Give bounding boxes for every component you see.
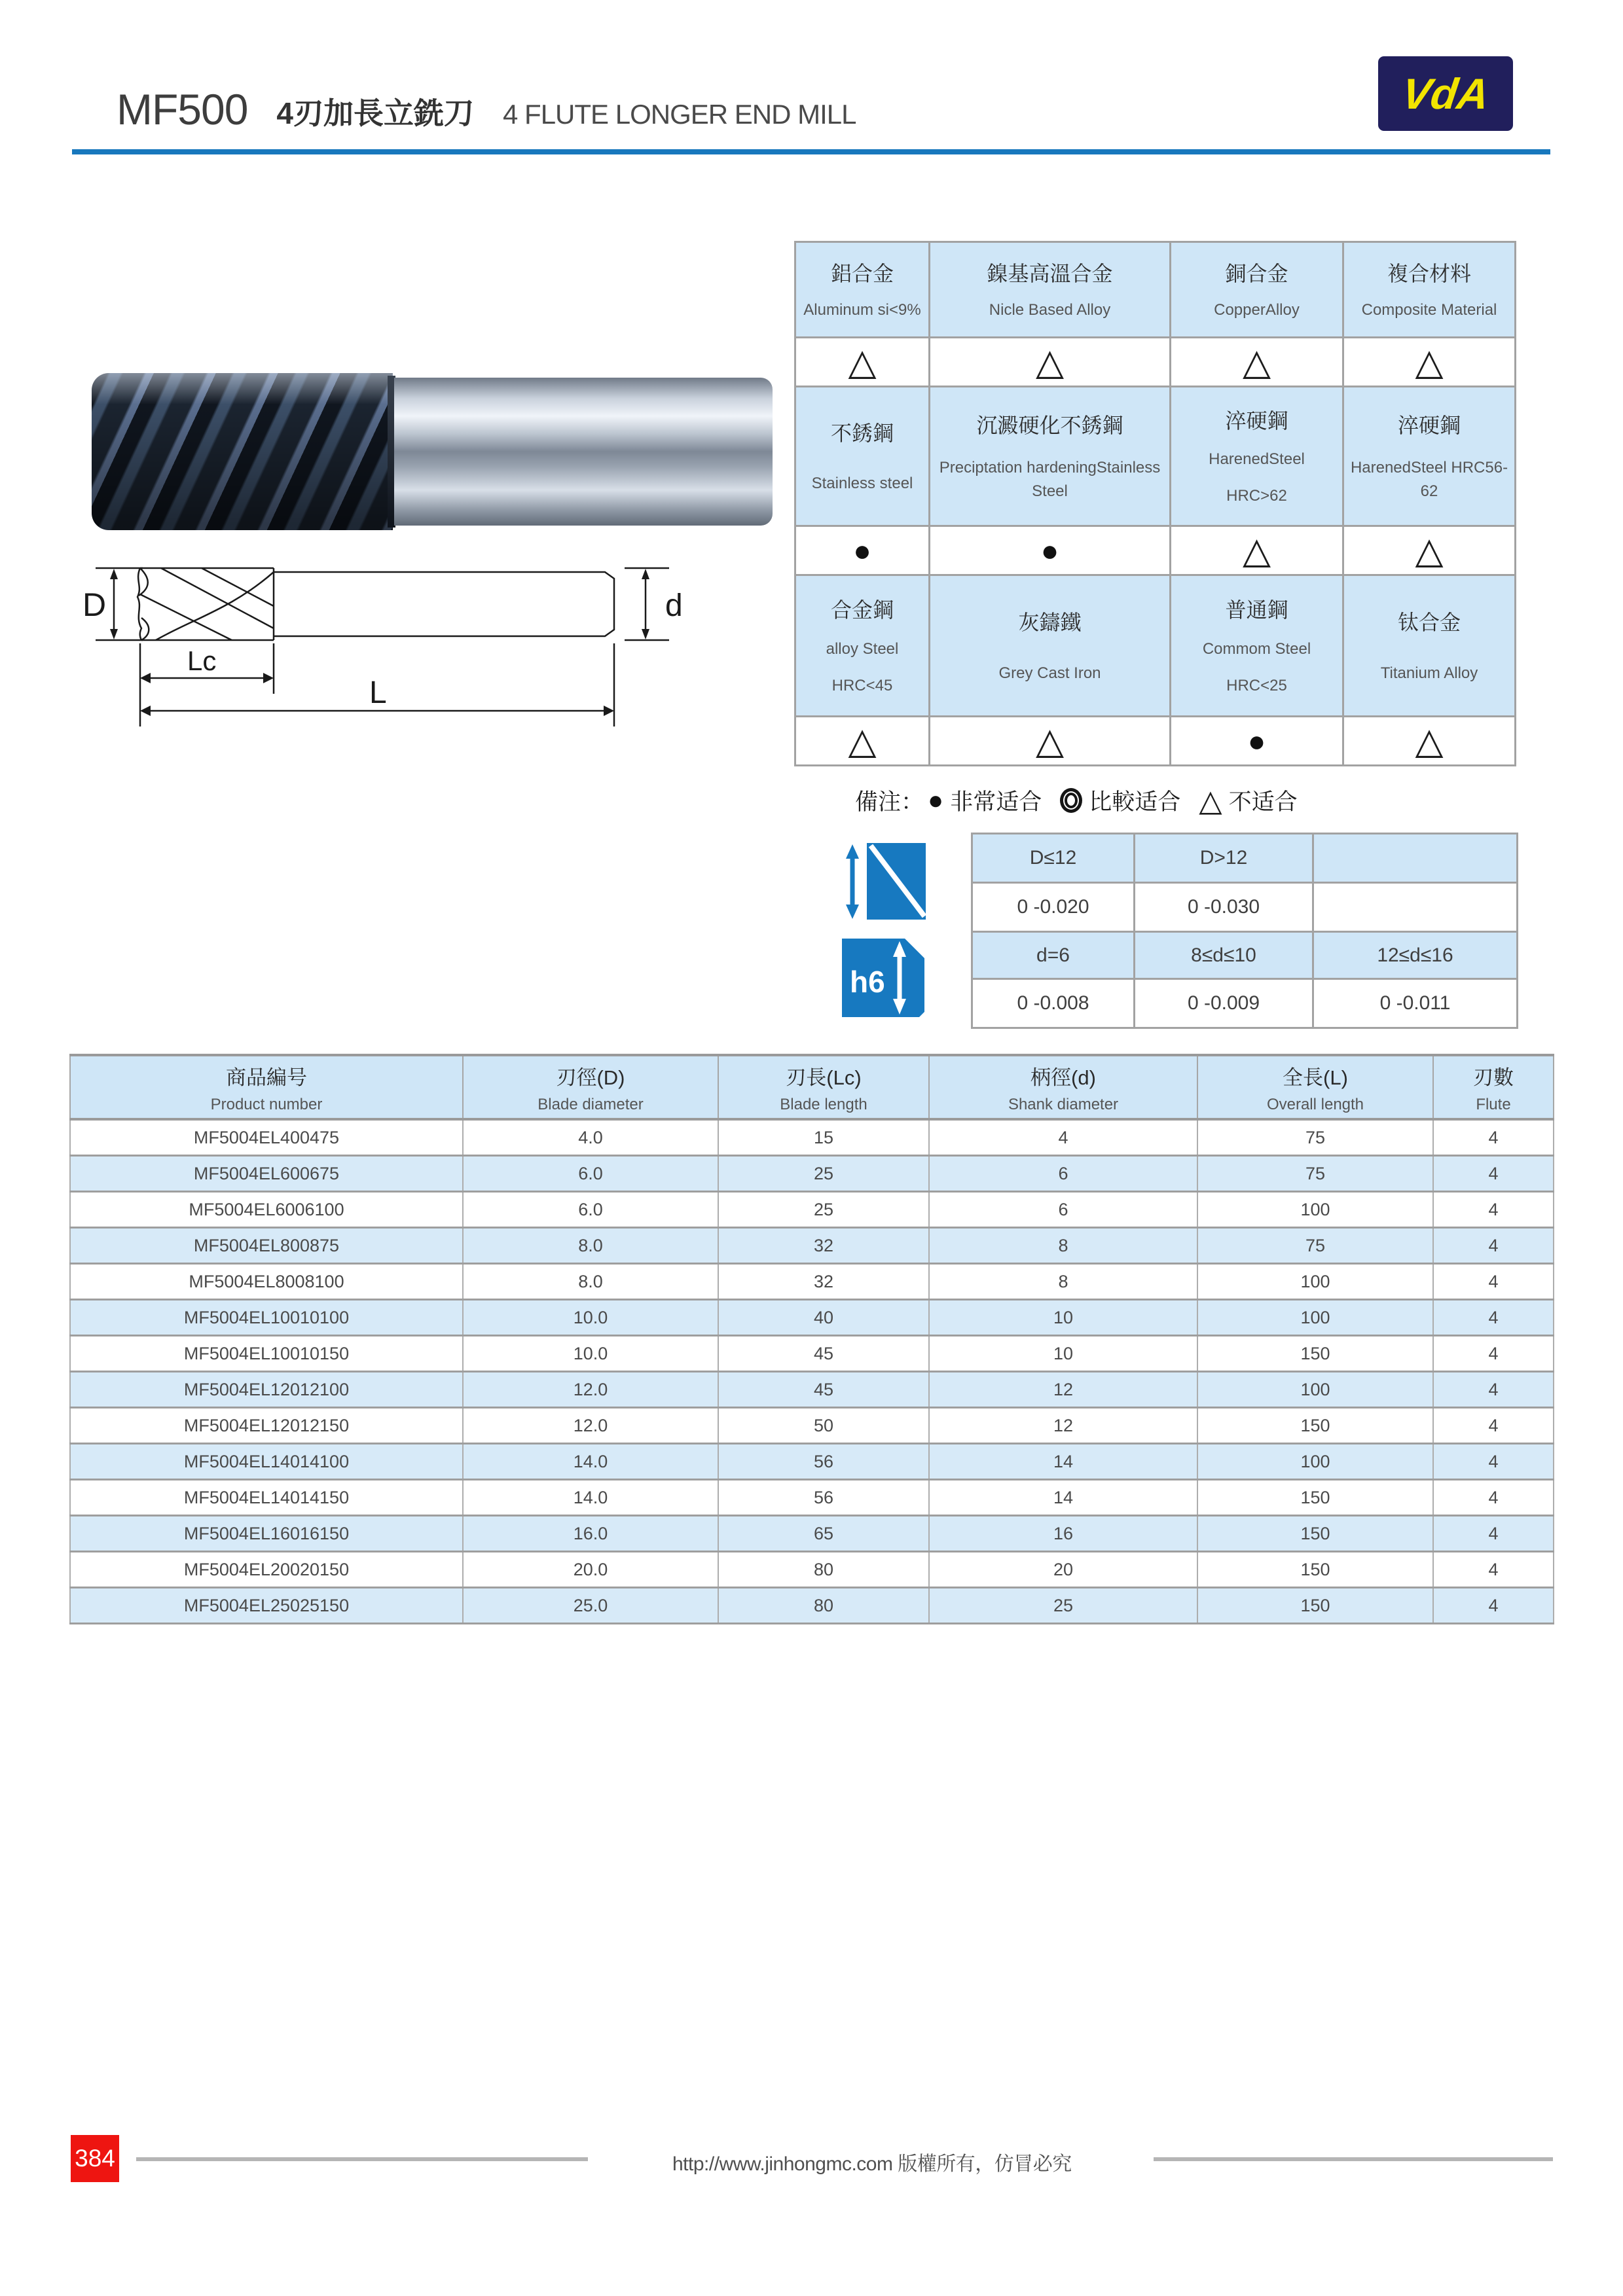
suitability-symbol [1243,344,1271,380]
tolerance-cell: 0 -0.011 [1313,979,1518,1028]
material-cell [1343,575,1516,717]
legend-item-label: 不适合 [1228,789,1298,815]
material-name-en: CopperAlloy [1214,300,1300,319]
tolerance-cell: 0 -0.009 [1135,979,1313,1028]
dim-label-d: d [665,588,683,623]
material-name-cn: 普通鋼 [1225,598,1288,622]
page-title-en: 4 FLUTE LONGER END MILL [503,98,856,130]
suitability-symbol [1243,532,1271,569]
endmill-photo-flutes [92,373,393,530]
table-row: MF5004EL800875 8.0 32 8 75 4 [70,1228,1554,1264]
tolerance-cell [1313,834,1518,883]
endmill-photo-shank [394,378,773,526]
table-row: MF5004EL14014100 14.0 56 14 100 4 [70,1444,1554,1480]
material-cell [930,575,1171,717]
blade-diameter-tolerance-icon [841,843,926,920]
model-number: MF500 [117,85,248,134]
suitability-symbol [1248,726,1266,756]
table-row: MF5004EL25025150 25.0 80 25 150 4 [70,1588,1554,1624]
material-name-cn: 複合材料 [1387,262,1471,286]
table-row: MF5004EL10010150 10.0 45 10 150 4 [70,1336,1554,1372]
col-product-number: 商品編号 Product number [70,1055,463,1119]
page-number: 384 [75,2145,115,2172]
material-cell [930,242,1171,338]
material-cell [1343,387,1516,526]
material-name-cn: 不銹鋼 [830,421,894,445]
material-name-en: Stainless steel [811,475,913,493]
suitability-symbol [853,535,871,565]
dim-label-D: D [82,586,107,623]
tolerance-value-row [972,979,1518,1028]
table-row: MF5004EL12012150 12.0 50 12 150 4 [70,1408,1554,1444]
suitability-symbol [1415,532,1443,569]
material-name-en: HarenedSteel HRC56-62 [1350,459,1508,501]
tolerance-cell: 0 -0.020 [972,883,1135,932]
material-symbol-row [795,526,1516,575]
endmill-dimension-drawing [77,548,686,745]
material-symbol-row [795,717,1516,766]
table-row: MF5004EL16016150 16.0 65 16 150 4 [70,1516,1554,1552]
footer-divider-right [1154,2157,1553,2161]
material-cell [930,387,1171,526]
page-number-badge [71,2135,119,2182]
suitability-legend [855,784,1298,817]
material-hardness: HRC>62 [1226,487,1287,505]
shank-tolerance-h6-icon [842,939,924,1017]
material-name-cn: 灰鑄鐵 [1018,610,1082,634]
endmill-photo [92,373,773,530]
material-cell [795,242,930,338]
material-name-en: Titanium Alloy [1380,664,1478,683]
material-name-en: Grey Cast Iron [998,664,1101,683]
table-row: MF5004EL20020150 20.0 80 20 150 4 [70,1552,1554,1588]
product-table-header-row [70,1055,1554,1119]
tolerance-cell [1313,883,1518,932]
material-name-cn: 鎳基高溫合金 [987,262,1113,286]
h6-label: h6 [850,965,885,999]
legend-item-label: 比較适合 [1089,789,1181,815]
material-name-cn: 淬硬鋼 [1397,413,1461,437]
tolerance-header-row [972,932,1518,979]
col-overall-length: 全長(L) Overall length [1197,1055,1433,1119]
dim-label-Lc: Lc [187,645,217,676]
triangle-icon [1199,785,1222,816]
col-blade-diameter: 刃徑(D) Blade diameter [463,1055,718,1119]
legend-item [928,784,1042,817]
tolerance-cell: 0 -0.008 [972,979,1135,1028]
footer-copyright: http://www.jinhongmc.com 版權所有，仿冒必究 [672,2153,1072,2175]
tolerance-cell: 8≤d≤10 [1135,932,1313,979]
col-flute: 刃數 Flute [1433,1055,1554,1119]
legend-label: 備注： [855,789,924,815]
material-cell [1171,242,1343,338]
material-name-en: Commom Steel [1202,639,1311,658]
material-name-en: Composite Material [1361,300,1497,319]
table-row: MF5004EL12012100 12.0 45 12 100 4 [70,1372,1554,1408]
material-name-en: HarenedSteel [1209,450,1305,468]
material-name-cn: 鋁合金 [830,262,894,286]
product-table [69,1054,1554,1624]
material-name-en: Aluminum si<9% [803,300,921,319]
table-row: MF5004EL14014150 14.0 56 14 150 4 [70,1480,1554,1516]
table-row: MF5004EL600675 6.0 25 6 75 4 [70,1156,1554,1192]
suitability-symbol [1041,535,1059,565]
brand-logo [1378,56,1513,131]
suitability-symbol [1036,344,1064,380]
table-row: MF5004EL10010100 10.0 40 10 100 4 [70,1300,1554,1336]
material-cell [795,387,930,526]
tolerance-header-row [972,834,1518,883]
col-blade-length: 刃長(Lc) Blade length [718,1055,929,1119]
material-hardness: HRC<45 [831,677,893,695]
material-suitability-table [794,241,1516,766]
material-name-en: Nicle Based Alloy [989,300,1111,319]
legend-item [1199,784,1297,817]
page-header [117,85,856,134]
col-shank-diameter: 柄徑(d) Shank diameter [929,1055,1197,1119]
table-row: MF5004EL6006100 6.0 25 6 100 4 [70,1192,1554,1228]
material-name-cn: 合金鋼 [830,598,894,622]
tolerance-cell: D≤12 [972,834,1135,883]
material-name-en: alloy Steel [826,639,899,658]
tolerance-cell: d=6 [972,932,1135,979]
legend-item [1060,784,1180,817]
filled-circle-icon [928,787,943,814]
tolerance-cell: D>12 [1135,834,1313,883]
suitability-symbol [1036,723,1064,759]
double-circle-icon [1060,788,1082,813]
brand-logo-text: VdA [1398,69,1493,118]
tolerance-value-row [972,883,1518,932]
suitability-symbol [848,723,876,759]
material-header-row [795,575,1516,717]
legend-item-label: 非常适合 [950,789,1042,815]
tolerance-cell: 0 -0.030 [1135,883,1313,932]
suitability-symbol [848,344,876,380]
suitability-symbol [1415,344,1443,380]
table-row: MF5004EL400475 4.0 15 4 75 4 [70,1119,1554,1156]
dim-label-L: L [369,675,387,710]
header-divider [72,149,1550,154]
tolerance-table [971,833,1518,1029]
material-cell [1171,575,1343,717]
material-symbol-row [795,338,1516,387]
suitability-symbol [1415,723,1443,759]
page-title-cn: 4刃加長立銑刀 [276,96,475,130]
material-header-row [795,242,1516,338]
material-cell [1343,242,1516,338]
material-name-cn: 銅合金 [1225,262,1288,286]
material-cell [1171,387,1343,526]
material-hardness: HRC<25 [1226,677,1287,695]
table-row: MF5004EL8008100 8.0 32 8 100 4 [70,1264,1554,1300]
material-name-en: Preciptation hardeningStainless Steel [939,459,1161,501]
tolerance-cell: 12≤d≤16 [1313,932,1518,979]
material-name-cn: 钛合金 [1397,610,1461,634]
material-cell [795,575,930,717]
material-name-cn: 淬硬鋼 [1225,409,1288,433]
material-name-cn: 沉澱硬化不銹鋼 [976,413,1123,437]
footer-divider-left [136,2157,588,2161]
material-header-row [795,387,1516,526]
